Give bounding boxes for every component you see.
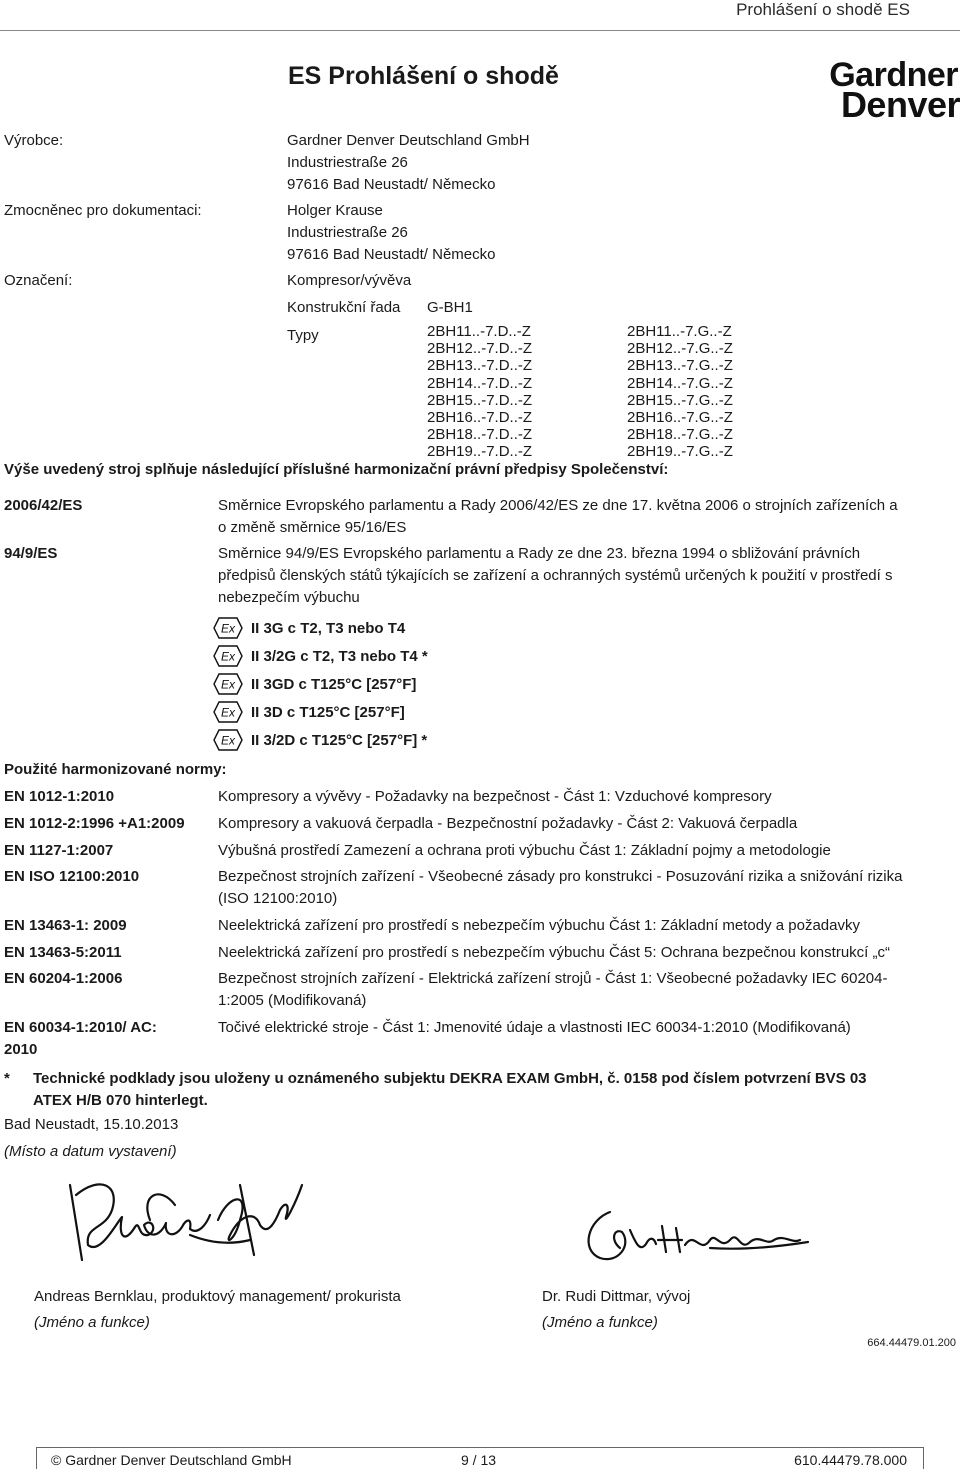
footer-page-number: 9 / 13: [461, 1452, 497, 1468]
standard-line: (ISO 12100:2010): [218, 890, 338, 907]
header-divider: [0, 30, 960, 31]
ex-atex-icon: [213, 617, 243, 639]
directive-line: Směrnice Evropského parlamentu a Rady 2006/42/ES ze dne 17. května 2006 o strojních zařízeních a: [218, 497, 898, 514]
type-item: 2BH16..-7.G..-Z: [627, 409, 733, 427]
ex-atex-icon: [213, 729, 243, 751]
page-footer: [36, 1447, 924, 1469]
standard-line: Bezpečnost strojních zařízení - Elektrická zařízení strojů - Část 1: Všeobecné požadavky IEC 60204-: [218, 970, 888, 987]
type-item: 2BH13..-7.D..-Z: [427, 357, 533, 375]
ex-marking-text: II 3GD c T125°C [257°F]: [251, 675, 417, 693]
svg-text:Ex: Ex: [220, 621, 236, 636]
svg-text:Ex: Ex: [220, 705, 236, 720]
designation-label: Označení:: [4, 272, 73, 289]
type-item: 2BH13..-7.G..-Z: [627, 357, 733, 375]
standard-code: EN 13463-1: 2009: [4, 917, 127, 934]
type-item: 2BH18..-7.D..-Z: [427, 426, 533, 444]
manufacturer-label: Výrobce:: [4, 132, 64, 149]
address-line: Industriestraße 26: [287, 224, 408, 241]
signatory-name: Dr. Rudi Dittmar, vývoj: [542, 1288, 691, 1305]
standard-code: EN 1012-2:1996 +A1:2009: [4, 815, 185, 832]
type-item: 2BH14..-7.G..-Z: [627, 374, 733, 392]
representative-address: [287, 200, 495, 266]
series-value: G-BH1: [427, 299, 473, 316]
footnote-text: [33, 1068, 948, 1112]
signatory-name: Andreas Bernklau, produktový management/ prokurista: [34, 1288, 401, 1305]
directive-code: 94/9/ES: [4, 545, 58, 562]
directive-code: 2006/42/ES: [4, 497, 83, 514]
compliance-statement: Výše uvedený stroj splňuje následující příslušné harmonizační právní předpisy Společenství:: [4, 461, 669, 478]
ex-marking: [213, 726, 428, 754]
running-header-title: Prohlášení o shodě ES: [736, 0, 910, 19]
standard-code-line: 2010: [4, 1041, 38, 1058]
type-item: 2BH11..-7.D..-Z: [427, 323, 531, 340]
directive-line: Směrnice 94/9/ES Evropského parlamentu a Rady ze dne 23. března 1994 o sbližování právních: [218, 545, 861, 562]
signature-dittmar: [570, 1200, 820, 1280]
address-line: Gardner Denver Deutschland GmbH: [287, 132, 530, 149]
representative-label: Zmocněnec pro dokumentaci:: [4, 202, 202, 219]
standard-text: Neelektrická zařízení pro prostředí s nebezpečím výbuchu Část 5: Ochrana bezpečnou konstrukcí „c“: [218, 944, 890, 961]
ex-markings-list: [213, 614, 428, 754]
standard-code: EN 1012-1:2010: [4, 788, 115, 805]
signatory-caption: (Jméno a funkce): [34, 1314, 150, 1331]
standard-code: EN ISO 12100:2010: [4, 868, 140, 885]
ex-marking-text: II 3/2D c T125°C [257°F] *: [251, 731, 428, 749]
ex-marking: [213, 642, 428, 670]
standard-text: Kompresory a vývěvy - Požadavky na bezpečnost - Část 1: Vzduchové kompresory: [218, 788, 772, 805]
directive-text: [218, 495, 948, 539]
footnote-line: ATEX H/B 070 hinterlegt.: [33, 1092, 208, 1109]
standard-code: [4, 1017, 157, 1061]
type-item: 2BH15..-7.D..-Z: [427, 391, 533, 409]
ex-marking-text: II 3D c T125°C [257°F]: [251, 703, 405, 721]
ex-marking-text: II 3/2G c T2, T3 nebo T4 *: [251, 647, 428, 665]
standard-text: Kompresory a vakuová čerpadla - Bezpečnostní požadavky - Část 2: Vakuová čerpadla: [218, 815, 798, 832]
standard-code: EN 1127-1:2007: [4, 842, 114, 859]
types-label: Typy: [287, 327, 319, 344]
address-line: Holger Krause: [287, 202, 383, 219]
standard-code: EN 60204-1:2006: [4, 970, 123, 987]
type-item: 2BH11..-7.G..-Z: [627, 323, 732, 340]
standard-text: [218, 866, 948, 910]
series-label: Konstrukční řada: [287, 299, 401, 316]
signatory-caption: (Jméno a funkce): [542, 1314, 658, 1331]
svg-text:Ex: Ex: [220, 733, 236, 748]
standard-text: Výbušná prostředí Zamezení a ochrana proti výbuchu Část 1: Základní pojmy a metodologie: [218, 842, 831, 859]
type-item: 2BH16..-7.D..-Z: [427, 409, 533, 427]
address-line: 97616 Bad Neustadt/ Německo: [287, 176, 496, 193]
types-list-g: [627, 323, 733, 461]
type-item: 2BH19..-7.D..-Z: [427, 443, 533, 461]
address-line: 97616 Bad Neustadt/ Německo: [287, 246, 496, 263]
standard-code-line: EN 60034-1:2010/ AC:: [4, 1019, 157, 1036]
footer-copyright: © Gardner Denver Deutschland GmbH: [51, 1452, 292, 1468]
manufacturer-address: [287, 130, 530, 196]
address-line: Industriestraße 26: [287, 154, 408, 171]
place-date: Bad Neustadt, 15.10.2013: [4, 1116, 179, 1133]
ex-marking: [213, 670, 428, 698]
ex-atex-icon: [213, 701, 243, 723]
standard-text: [218, 968, 948, 1012]
directive-line: o změně směrnice 95/16/ES: [218, 519, 407, 536]
ex-atex-icon: [213, 673, 243, 695]
ex-marking-text: II 3G c T2, T3 nebo T4: [251, 619, 406, 637]
standard-text: Točivé elektrické stroje - Část 1: Jmenovité údaje a vlastnosti IEC 60034-1:2010 (Modifikovaná): [218, 1019, 851, 1036]
standard-code: EN 13463-5:2011: [4, 944, 122, 961]
ex-marking: [213, 698, 428, 726]
standard-text: Neelektrická zařízení pro prostředí s nebezpečím výbuchu Část 1: Základní metody a požadavky: [218, 917, 860, 934]
ex-atex-icon: [213, 645, 243, 667]
footnote-line: Technické podklady jsou uloženy u oznámeného subjektu DEKRA EXAM GmbH, č. 0158 pod číslem potvrzení BVS 03: [33, 1070, 867, 1087]
footnote-marker: *: [4, 1070, 10, 1087]
directive-text: [218, 543, 948, 609]
footer-doc-ref: 610.44479.78.000: [794, 1452, 907, 1468]
company-logo: [829, 56, 960, 125]
ex-marking: [213, 614, 428, 642]
standard-line: 1:2005 (Modifikovaná): [218, 992, 367, 1009]
type-item: 2BH19..-7.G..-Z: [627, 443, 733, 461]
svg-text:Ex: Ex: [220, 649, 236, 664]
directive-line: předpisů členských států týkajících se zařízení a ochranných systémů určených k použití v prostředí s: [218, 567, 893, 584]
type-item: 2BH14..-7.D..-Z: [427, 374, 533, 392]
type-item: 2BH12..-7.G..-Z: [627, 340, 733, 358]
type-item: 2BH18..-7.G..-Z: [627, 426, 733, 444]
signature-bernklau: [40, 1165, 340, 1280]
types-list-d: [427, 323, 532, 461]
standards-heading: Použité harmonizované normy:: [4, 761, 227, 778]
logo-line-2: Denver: [840, 84, 960, 125]
logo-line-1: Gardner: [829, 56, 958, 94]
svg-text:Ex: Ex: [220, 677, 236, 692]
standard-line: Bezpečnost strojních zařízení - Všeobecné zásady pro konstrukci - Posuzování rizika a snižování rizika: [218, 868, 903, 885]
type-item: 2BH12..-7.D..-Z: [427, 340, 533, 358]
directive-line: nebezpečím výbuchu: [218, 589, 360, 606]
type-item: 2BH15..-7.G..-Z: [627, 391, 733, 409]
place-date-caption: (Místo a datum vystavení): [4, 1143, 177, 1160]
page-title: ES Prohlášení o shodě: [288, 62, 559, 90]
product-name: Kompresor/vývěva: [287, 272, 412, 289]
document-number: 664.44479.01.200: [867, 1337, 956, 1349]
